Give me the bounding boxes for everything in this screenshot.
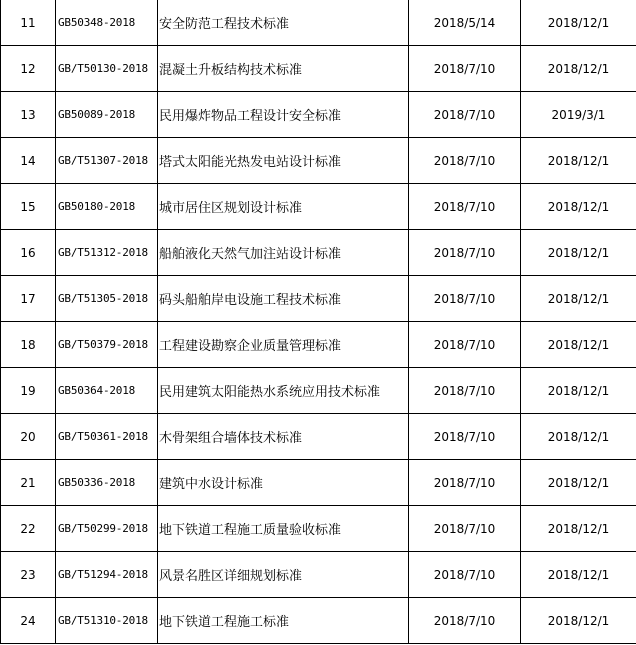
row-number-cell: 16 (1, 230, 56, 276)
table-row (1, 92, 636, 138)
standard-code-cell: GB50348-2018 (56, 0, 158, 46)
standard-name-cell: 混凝土升板结构技术标准 (158, 46, 409, 92)
standard-code-cell: GB50180-2018 (56, 184, 158, 230)
table-row (1, 506, 636, 552)
implement-date-cell: 2018/12/1 (521, 276, 636, 322)
publish-date-cell: 2018/7/10 (409, 368, 521, 414)
implement-date-cell: 2018/12/1 (521, 322, 636, 368)
standard-name-cell: 塔式太阳能光热发电站设计标准 (158, 138, 409, 184)
standard-code-cell: GB50364-2018 (56, 368, 158, 414)
implement-date-cell: 2018/12/1 (521, 0, 636, 46)
publish-date-cell: 2018/7/10 (409, 276, 521, 322)
publish-date-cell: 2018/7/10 (409, 92, 521, 138)
publish-date-cell: 2018/7/10 (409, 414, 521, 460)
publish-date-cell: 2018/7/10 (409, 598, 521, 644)
standard-name-cell: 码头船舶岸电设施工程技术标准 (158, 276, 409, 322)
standard-name-cell: 木骨架组合墙体技术标准 (158, 414, 409, 460)
row-number-cell: 20 (1, 414, 56, 460)
row-number-cell: 17 (1, 276, 56, 322)
row-number-cell: 13 (1, 92, 56, 138)
implement-date-cell: 2018/12/1 (521, 230, 636, 276)
implement-date-cell: 2018/12/1 (521, 506, 636, 552)
publish-date-cell: 2018/7/10 (409, 138, 521, 184)
implement-date-cell: 2018/12/1 (521, 138, 636, 184)
row-number-cell: 19 (1, 368, 56, 414)
implement-date-cell: 2018/12/1 (521, 552, 636, 598)
table-row (1, 230, 636, 276)
standard-name-cell: 建筑中水设计标准 (158, 460, 409, 506)
publish-date-cell: 2018/7/10 (409, 322, 521, 368)
implement-date-cell: 2018/12/1 (521, 368, 636, 414)
standard-name-cell: 民用爆炸物品工程设计安全标准 (158, 92, 409, 138)
standard-code-cell: GB50089-2018 (56, 92, 158, 138)
standard-name-cell: 船舶液化天然气加注站设计标准 (158, 230, 409, 276)
row-number-cell: 24 (1, 598, 56, 644)
row-number-cell: 18 (1, 322, 56, 368)
row-number-cell: 23 (1, 552, 56, 598)
publish-date-cell: 2018/7/10 (409, 230, 521, 276)
table-row (1, 46, 636, 92)
row-number-cell: 22 (1, 506, 56, 552)
standard-name-cell: 民用建筑太阳能热水系统应用技术标准 (158, 368, 409, 414)
row-number-cell: 11 (1, 0, 56, 46)
table-row (1, 322, 636, 368)
publish-date-cell: 2018/7/10 (409, 46, 521, 92)
standard-code-cell: GB/T51305-2018 (56, 276, 158, 322)
publish-date-cell: 2018/7/10 (409, 552, 521, 598)
implement-date-cell: 2018/12/1 (521, 184, 636, 230)
table-row (1, 598, 636, 644)
row-number-cell: 21 (1, 460, 56, 506)
table-row (1, 368, 636, 414)
table-body (1, 0, 636, 644)
table-row (1, 184, 636, 230)
table-row (1, 414, 636, 460)
standard-name-cell: 地下铁道工程施工标准 (158, 598, 409, 644)
implement-date-cell: 2018/12/1 (521, 414, 636, 460)
implement-date-cell: 2018/12/1 (521, 598, 636, 644)
standard-code-cell: GB/T51312-2018 (56, 230, 158, 276)
standard-code-cell: GB50336-2018 (56, 460, 158, 506)
row-number-cell: 12 (1, 46, 56, 92)
table-row (1, 460, 636, 506)
implement-date-cell: 2018/12/1 (521, 460, 636, 506)
implement-date-cell: 2018/12/1 (521, 46, 636, 92)
standard-code-cell: GB/T50299-2018 (56, 506, 158, 552)
standard-code-cell: GB/T50379-2018 (56, 322, 158, 368)
standard-name-cell: 工程建设勘察企业质量管理标准 (158, 322, 409, 368)
publish-date-cell: 2018/7/10 (409, 184, 521, 230)
table-row (1, 138, 636, 184)
publish-date-cell: 2018/7/10 (409, 506, 521, 552)
standard-code-cell: GB/T50130-2018 (56, 46, 158, 92)
standard-code-cell: GB/T51294-2018 (56, 552, 158, 598)
standard-code-cell: GB/T51310-2018 (56, 598, 158, 644)
implement-date-cell: 2019/3/1 (521, 92, 636, 138)
standard-code-cell: GB/T50361-2018 (56, 414, 158, 460)
standard-name-cell: 风景名胜区详细规划标准 (158, 552, 409, 598)
table-row (1, 0, 636, 46)
standard-code-cell: GB/T51307-2018 (56, 138, 158, 184)
row-number-cell: 14 (1, 138, 56, 184)
publish-date-cell: 2018/7/10 (409, 460, 521, 506)
standard-name-cell: 地下铁道工程施工质量验收标准 (158, 506, 409, 552)
publish-date-cell: 2018/5/14 (409, 0, 521, 46)
table-row (1, 276, 636, 322)
row-number-cell: 15 (1, 184, 56, 230)
standard-name-cell: 安全防范工程技术标准 (158, 0, 409, 46)
table-row (1, 552, 636, 598)
standard-name-cell: 城市居住区规划设计标准 (158, 184, 409, 230)
